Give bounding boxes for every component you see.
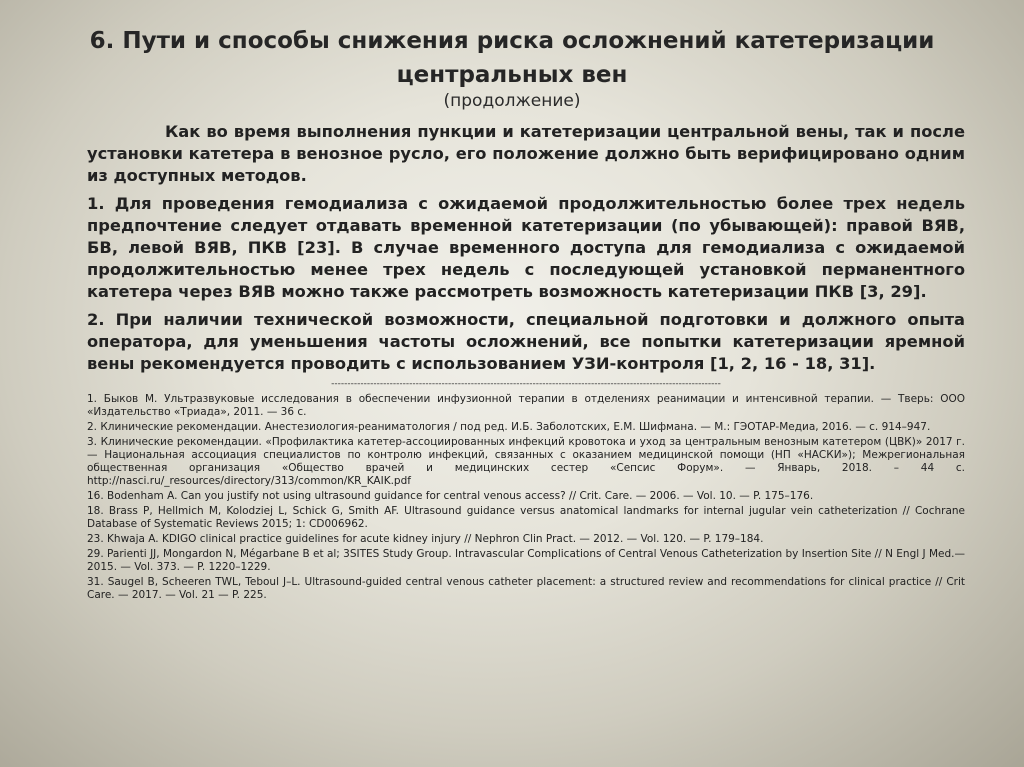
- reference-item: 29. Parienti JJ, Mongardon N, Mégarbane B et al; 3SITES Study Group. Intravascular Complications of Central Venous Catheterization by Insertion Site // N Engl J Med.— 2015. — Vol. 373. — P. 1220–1229.: [87, 548, 965, 573]
- reference-item: 3. Клинические рекомендации. «Профилактика катетер-ассоциированных инфекций кровотока и уход за центральным венозным катетером (ЦВК)» 2017 г. — Национальная ассоциация специалистов по контролю инфекций, связанных с оказанием медицинской помощи (НП «НАСКИ»); Межрегиональная общественная организация «Общество врачей и медицинских сестер «Сепсис Форум». — Январь, 2018. – 44 с. http://nasci.ru/_resources/directory/313/common/KR_KAIK.pdf: [87, 436, 965, 487]
- references-divider: ------------------------------------------------------------------------------------------------------------------------: [331, 379, 721, 389]
- reference-item: 1. Быков М. Ультразвуковые исследования в обеспечении инфузионной терапии в отделениях реанимации и интенсивной терапии. — Тверь: ООО «Издательство «Триада», 2011. — 36 с.: [87, 393, 965, 418]
- reference-item: 31. Saugel B, Scheeren TWL, Teboul J–L. Ultrasound-guided central venous catheter placement: a structured review and recommendations for clinical practice // Crit Care. — 2017. — Vol. 21 — P. 225.: [87, 576, 965, 601]
- reference-item: 2. Клинические рекомендации. Анестезиология-реаниматология / под ред. И.Б. Заболотских, Е.М. Шифмана. — М.: ГЭОТАР-Медиа, 2016. — с. 914–947.: [87, 421, 931, 433]
- intro-paragraph: Как во время выполнения пункции и катетеризации центральной вены, так и после установки катетера в венозное русло, его положение должно быть верифицировано одним из доступных методов.: [87, 122, 965, 185]
- slide-body: [87, 121, 965, 604]
- point-1-paragraph: 1. Для проведения гемодиализа с ожидаемой продолжительностью более трех недель предпочтение следует отдавать временной катетеризации (по убывающей): правой ВЯВ, БВ, левой ВЯВ, ПКВ [23]. В случае временного доступа для гемодиализа с ожидаемой продолжительностью менее трех недель с последующей установкой перманентного катетера через ВЯВ можно также рассмотреть возможность катетеризации ПКВ [3, 29].: [87, 194, 965, 301]
- reference-item: 23. Khwaja A. KDIGO clinical practice guidelines for acute kidney injury // Nephron Clin Pract. — 2012. — Vol. 120. — P. 179–184.: [87, 533, 764, 545]
- title-line-1: 6. Пути и способы снижения риска осложнений катетеризации: [89, 28, 935, 54]
- reference-item: 16. Bodenham A. Can you justify not using ultrasound guidance for central venous access? // Crit. Care. — 2006. — Vol. 10. — P. 175–176.: [87, 490, 814, 502]
- reference-item: 18. Brass P, Hellmich M, Kolodziej L, Schick G, Smith AF. Ultrasound guidance versus anatomical landmarks for internal jugular vein catheterization // Cochrane Database of Systematic Reviews 2015; 1: CD006962.: [87, 505, 965, 530]
- title-line-2: центральных вен: [396, 62, 628, 88]
- slide-title: [60, 24, 964, 92]
- point-2-paragraph: 2. При наличии технической возможности, специальной подготовки и должного опыта оператора, для уменьшения частоты осложнений, все попытки катетеризации яремной вены рекомендуется проводить с использованием УЗИ-контроля [1, 2, 16 - 18, 31].: [87, 310, 965, 373]
- references-list: [87, 393, 965, 602]
- slide-subtitle: (продолжение): [443, 91, 581, 111]
